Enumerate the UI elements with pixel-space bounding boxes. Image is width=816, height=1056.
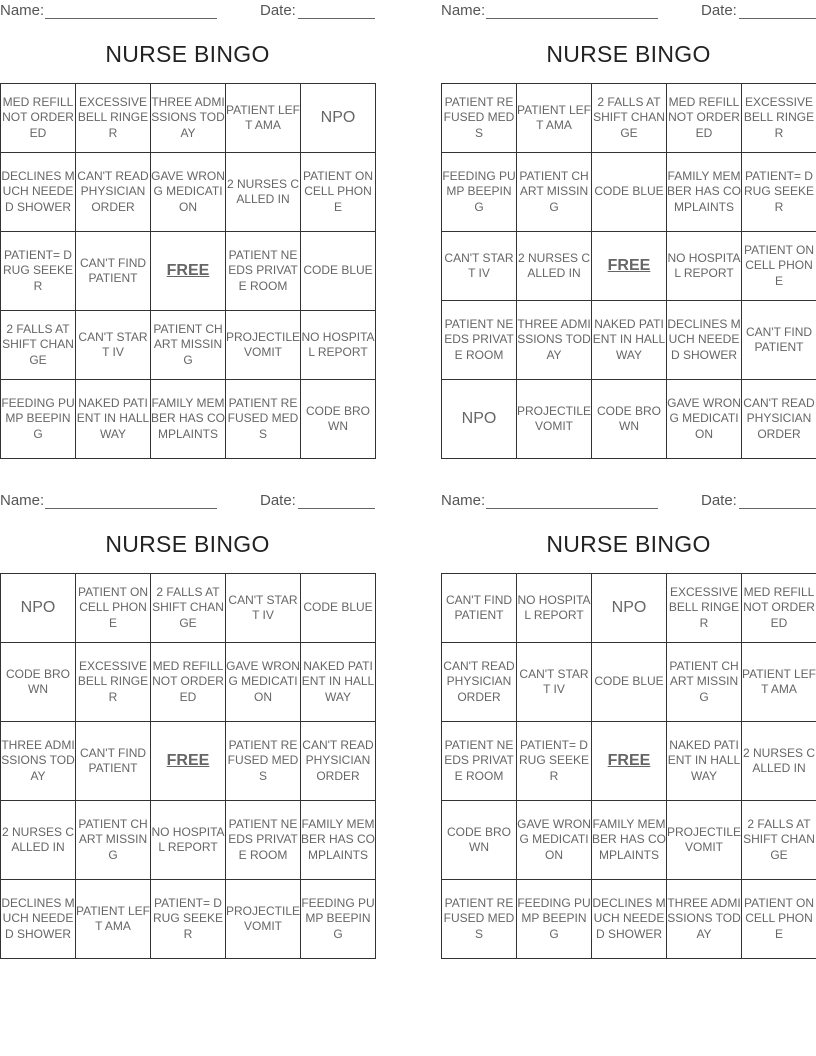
bingo-cell-label: NO HOSPITAL REPORT [151,824,225,854]
bingo-cell[interactable] [742,574,816,643]
bingo-cell-label: 2 NURSES CALLED IN [1,824,75,854]
bingo-cell-label: NAKED PATIENT IN HALLWAY [301,658,375,704]
bingo-cell[interactable] [1,880,76,959]
bingo-cell-label: PROJECTILE VOMIT [667,824,742,854]
bingo-cell-label: CODE BLUE [594,674,664,689]
date-label: Date: [260,2,296,19]
bingo-cell-label: 2 FALLS AT SHIFT CHANGE [743,816,815,862]
bingo-row [1,801,376,880]
bingo-cell-label: PATIENT LEFT AMA [742,666,816,696]
card-header [441,2,816,20]
date-input-line [739,508,816,509]
bingo-cell-label: PATIENT LEFT AMA [226,102,301,132]
bingo-cell[interactable] [592,801,667,880]
bingo-cell[interactable] [301,311,376,380]
name-label: Name: [0,2,45,19]
bingo-cell-label: CODE BLUE [303,600,373,615]
bingo-cell-label: PATIENT NEEDS PRIVATE ROOM [228,816,298,862]
bingo-cell[interactable] [226,880,301,959]
bingo-cell[interactable] [667,380,742,459]
bingo-cell-label: FEEDING PUMP BEEPING [301,895,375,941]
bingo-cell-label: CAN'T READ PHYSICIAN ORDER [302,737,374,783]
bingo-cell[interactable] [151,801,226,880]
bingo-cell-label: CAN'T FIND PATIENT [79,255,147,285]
bingo-cell-label: CAN'T FIND PATIENT [79,745,147,775]
bingo-cell-label: NPO [320,108,356,126]
bingo-row [442,801,816,880]
bingo-cell-label: EXCESSIVE BELL RINGER [668,584,740,630]
bingo-grid [0,83,376,459]
bingo-cell[interactable] [1,232,76,311]
bingo-cell[interactable] [226,574,301,643]
bingo-cell[interactable] [442,380,517,459]
bingo-cell-label: CAN'T FIND PATIENT [745,324,813,354]
bingo-cell-label: PROJECTILE VOMIT [226,903,301,933]
bingo-row [1,574,376,643]
bingo-cell[interactable] [667,643,742,722]
bingo-cell[interactable] [301,643,376,722]
bingo-cell-label: FAMILY MEMBER HAS COMPLAINTS [301,816,376,862]
bingo-cell[interactable] [301,84,376,153]
bingo-cell-label: FEEDING PUMP BEEPING [1,395,75,441]
bingo-cell-label: MED REFILL NOT ORDERED [152,658,224,704]
bingo-cell[interactable] [442,722,517,801]
bingo-row [442,232,816,301]
free-space-label: FREE [166,751,210,769]
bingo-cell[interactable] [742,153,816,232]
bingo-cell-label: PATIENT REFUSED MEDS [443,895,515,941]
bingo-cell[interactable] [517,643,592,722]
bingo-cell[interactable] [76,232,151,311]
bingo-cell-label: DECLINES MUCH NEEDED SHOWER [667,316,741,362]
bingo-cell-label: 2 FALLS AT SHIFT CHANGE [2,321,74,367]
bingo-row [442,880,816,959]
bingo-cell[interactable] [517,232,592,301]
bingo-cell-label: PATIENT LEFT AMA [517,102,592,132]
bingo-cell[interactable] [226,153,301,232]
bingo-cell[interactable] [301,153,376,232]
bingo-cell-label: PATIENT ON CELL PHONE [302,168,373,214]
bingo-cell-label: THREE ADMISSIONS TODAY [517,316,591,362]
bingo-cell[interactable] [442,574,517,643]
bingo-cell-label: THREE ADMISSIONS TODAY [1,737,75,783]
bingo-cell-label: CODE BROWN [305,403,370,433]
bingo-cell[interactable] [517,801,592,880]
name-label: Name: [0,492,45,509]
bingo-cell[interactable] [1,722,76,801]
bingo-cell[interactable] [226,643,301,722]
bingo-cell-label: PATIENT CHART MISSING [153,321,223,367]
bingo-cell[interactable] [151,880,226,959]
bingo-cell-label: EXCESSIVE BELL RINGER [77,94,149,140]
bingo-cell[interactable] [442,643,517,722]
bingo-cell[interactable] [442,153,517,232]
bingo-cell[interactable] [592,643,667,722]
bingo-cell-label: PATIENT ON CELL PHONE [743,242,814,288]
bingo-cell[interactable] [592,574,667,643]
date-label: Date: [260,492,296,509]
bingo-cell[interactable] [592,880,667,959]
bingo-cell[interactable] [301,380,376,459]
bingo-cell[interactable] [667,153,742,232]
bingo-cell[interactable] [442,801,517,880]
bingo-cell[interactable] [301,232,376,311]
bingo-cell-label: PATIENT CHART MISSING [519,168,589,214]
bingo-row [1,880,376,959]
bingo-cell-label: FAMILY MEMBER HAS COMPLAINTS [151,395,226,441]
bingo-cell[interactable] [76,643,151,722]
bingo-cell-label: NO HOSPITAL REPORT [301,329,375,359]
name-input-line [45,18,217,19]
bingo-cell[interactable] [76,153,151,232]
bingo-cell[interactable] [226,232,301,311]
bingo-cell-label: PATIENT LEFT AMA [76,903,151,933]
bingo-cell[interactable] [592,84,667,153]
bingo-cell-label: PATIENT ON CELL PHONE [77,584,148,630]
free-space-label: FREE [166,261,210,279]
bingo-cell-label: 2 NURSES CALLED IN [742,745,816,775]
bingo-cell[interactable] [742,880,816,959]
bingo-cell[interactable] [226,380,301,459]
bingo-row [1,643,376,722]
bingo-cell-label: PATIENT NEEDS PRIVATE ROOM [228,247,298,293]
bingo-cell[interactable] [442,301,517,380]
bingo-cell-label: CAN'T READ PHYSICIAN ORDER [743,395,815,441]
bingo-cell[interactable] [151,643,226,722]
bingo-cell[interactable] [667,722,742,801]
bingo-cell-label: FEEDING PUMP BEEPING [517,895,591,941]
bingo-cell-label: PATIENT= DRUG SEEKER [743,168,815,214]
bingo-cell-label: DECLINES MUCH NEEDED SHOWER [592,895,666,941]
free-space-cell[interactable] [151,722,226,801]
free-space-label: FREE [607,751,651,769]
bingo-row [1,311,376,380]
bingo-cell[interactable] [76,84,151,153]
bingo-cell-label: 2 NURSES CALLED IN [226,176,300,206]
bingo-cell[interactable] [1,574,76,643]
name-label: Name: [441,492,486,509]
bingo-cell-label: NAKED PATIENT IN HALLWAY [592,316,666,362]
bingo-cell[interactable] [76,801,151,880]
bingo-row [442,153,816,232]
bingo-cell[interactable] [742,643,816,722]
name-input-line [486,508,658,509]
free-space-cell[interactable] [592,232,667,301]
bingo-cell-label: NPO [20,598,56,616]
bingo-cell[interactable] [301,722,376,801]
bingo-cell-label: CODE BROWN [446,824,511,854]
bingo-row [1,84,376,153]
card-title: NURSE BINGO [546,41,711,67]
bingo-cell-label: MED REFILL NOT ORDERED [743,584,815,630]
bingo-cell[interactable] [76,311,151,380]
bingo-cell[interactable] [76,574,151,643]
bingo-cell-label: PATIENT ON CELL PHONE [743,895,814,941]
bingo-cell-label: GAVE WRONG MEDICATION [226,658,300,704]
bingo-cell[interactable] [517,574,592,643]
bingo-cell[interactable] [76,880,151,959]
bingo-cell-label: NAKED PATIENT IN HALLWAY [667,737,741,783]
bingo-cell[interactable] [667,574,742,643]
bingo-cell[interactable] [592,380,667,459]
bingo-cell[interactable] [1,801,76,880]
bingo-cell-label: MED REFILL NOT ORDERED [2,94,74,140]
bingo-cell-label: CAN'T START IV [78,329,148,359]
bingo-cell-label: PATIENT NEEDS PRIVATE ROOM [444,737,514,783]
bingo-cell[interactable] [667,232,742,301]
bingo-cell-label: PATIENT CHART MISSING [78,816,148,862]
bingo-cell-label: NAKED PATIENT IN HALLWAY [76,395,150,441]
bingo-cell-label: PATIENT= DRUG SEEKER [2,247,74,293]
free-space-cell[interactable] [592,722,667,801]
bingo-row [442,84,816,153]
bingo-row [1,380,376,459]
bingo-cell-label: PATIENT= DRUG SEEKER [518,737,590,783]
bingo-cell[interactable] [226,801,301,880]
bingo-cell[interactable] [442,84,517,153]
bingo-cell-label: DECLINES MUCH NEEDED SHOWER [1,895,75,941]
name-label: Name: [441,2,486,19]
bingo-cell[interactable] [151,153,226,232]
bingo-cell[interactable] [151,311,226,380]
bingo-cell[interactable] [226,311,301,380]
name-input-line [45,508,217,509]
bingo-cell-label: CAN'T READ PHYSICIAN ORDER [77,168,149,214]
bingo-cell-label: CODE BROWN [5,666,70,696]
card-title: NURSE BINGO [105,531,270,557]
bingo-cell-label: CAN'T START IV [228,592,298,622]
bingo-cell-label: NO HOSPITAL REPORT [517,592,591,622]
bingo-cell-label: 2 FALLS AT SHIFT CHANGE [152,584,224,630]
bingo-cell[interactable] [1,84,76,153]
bingo-cell-label: GAVE WRONG MEDICATION [151,168,225,214]
card-header [0,492,375,510]
free-space-cell[interactable] [151,232,226,311]
date-input-line [298,18,375,19]
name-input-line [486,18,658,19]
bingo-row [442,380,816,459]
bingo-row [442,574,816,643]
bingo-cell-label: 2 NURSES CALLED IN [517,250,591,280]
bingo-cell-label: EXCESSIVE BELL RINGER [743,94,815,140]
bingo-cell[interactable] [226,722,301,801]
card-title: NURSE BINGO [546,531,711,557]
bingo-cell-label: PATIENT REFUSED MEDS [443,94,515,140]
bingo-cell[interactable] [1,311,76,380]
bingo-cell[interactable] [742,232,816,301]
bingo-cell-label: NPO [611,598,647,616]
bingo-cell-label: PATIENT= DRUG SEEKER [152,895,224,941]
bingo-cell[interactable] [667,301,742,380]
bingo-cell-label: GAVE WRONG MEDICATION [517,816,591,862]
bingo-cell[interactable] [151,574,226,643]
bingo-cell[interactable] [226,84,301,153]
bingo-cell-label: FAMILY MEMBER HAS COMPLAINTS [592,816,667,862]
bingo-cell[interactable] [667,84,742,153]
bingo-cell[interactable] [742,380,816,459]
bingo-cell[interactable] [301,574,376,643]
bingo-cell[interactable] [517,153,592,232]
bingo-cell[interactable] [517,84,592,153]
bingo-cell-label: EXCESSIVE BELL RINGER [77,658,149,704]
bingo-cell[interactable] [742,301,816,380]
bingo-cell[interactable] [301,880,376,959]
bingo-grid [441,83,816,459]
bingo-cell-label: NPO [461,409,497,427]
bingo-grid [0,573,376,959]
bingo-cell-label: PATIENT REFUSED MEDS [227,737,299,783]
bingo-cell[interactable] [517,880,592,959]
card-header [0,2,375,20]
bingo-cell-label: FEEDING PUMP BEEPING [442,168,516,214]
bingo-cell[interactable] [742,801,816,880]
bingo-cell[interactable] [1,380,76,459]
bingo-row [442,722,816,801]
bingo-cell[interactable] [517,380,592,459]
bingo-cell-label: PROJECTILE VOMIT [517,403,592,433]
card-title: NURSE BINGO [105,41,270,67]
bingo-cell[interactable] [592,153,667,232]
bingo-cell-label: CAN'T START IV [519,666,589,696]
bingo-cell-label: CODE BLUE [594,184,664,199]
bingo-cell-label: PATIENT CHART MISSING [669,658,739,704]
bingo-row [1,722,376,801]
free-space-label: FREE [607,256,651,274]
bingo-cell[interactable] [667,880,742,959]
bingo-cell[interactable] [592,301,667,380]
card-header [441,492,816,510]
bingo-cell-label: MED REFILL NOT ORDERED [668,94,740,140]
bingo-cell-label: 2 FALLS AT SHIFT CHANGE [593,94,665,140]
date-input-line [298,508,375,509]
bingo-cell[interactable] [1,643,76,722]
bingo-cell-label: NO HOSPITAL REPORT [667,250,741,280]
bingo-cell-label: CODE BROWN [596,403,661,433]
bingo-row [1,232,376,311]
bingo-cell-label: CAN'T FIND PATIENT [445,592,513,622]
date-input-line [739,18,816,19]
bingo-cell[interactable] [442,880,517,959]
bingo-cell-label: CODE BLUE [303,263,373,278]
bingo-cell-label: CAN'T READ PHYSICIAN ORDER [443,658,515,704]
bingo-cell[interactable] [442,232,517,301]
bingo-row [1,153,376,232]
bingo-cell-label: DECLINES MUCH NEEDED SHOWER [1,168,75,214]
bingo-cell-label: PROJECTILE VOMIT [226,329,301,359]
bingo-cell-label: THREE ADMISSIONS TODAY [151,94,225,140]
bingo-cell[interactable] [517,301,592,380]
bingo-cell[interactable] [667,801,742,880]
bingo-grid [441,573,816,959]
bingo-cell-label: GAVE WRONG MEDICATION [667,395,741,441]
bingo-cell-label: PATIENT REFUSED MEDS [227,395,299,441]
bingo-row [442,301,816,380]
bingo-cell[interactable] [517,722,592,801]
bingo-cell[interactable] [76,380,151,459]
bingo-cell[interactable] [301,801,376,880]
date-label: Date: [701,492,737,509]
bingo-cell-label: FAMILY MEMBER HAS COMPLAINTS [667,168,742,214]
bingo-cell-label: THREE ADMISSIONS TODAY [667,895,741,941]
bingo-cell-label: CAN'T START IV [444,250,514,280]
bingo-cell[interactable] [151,380,226,459]
bingo-cell-label: PATIENT NEEDS PRIVATE ROOM [444,316,514,362]
bingo-row [442,643,816,722]
bingo-cell[interactable] [742,722,816,801]
bingo-cell[interactable] [1,153,76,232]
bingo-cell[interactable] [742,84,816,153]
bingo-cell[interactable] [151,84,226,153]
bingo-cell[interactable] [76,722,151,801]
date-label: Date: [701,2,737,19]
